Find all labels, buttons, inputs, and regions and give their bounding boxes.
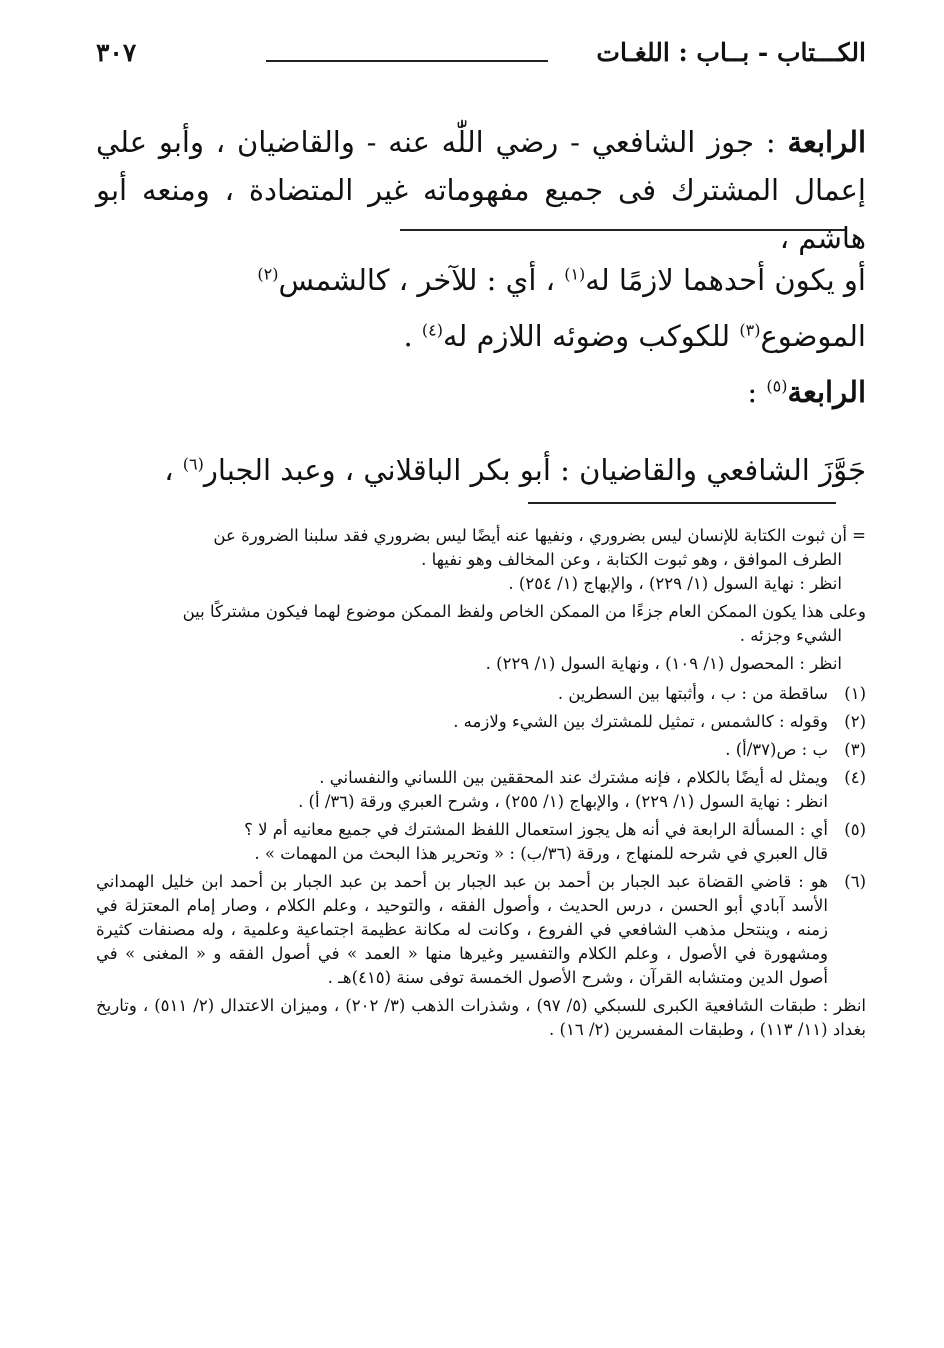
footnote-ref-6: (٦) [182, 454, 204, 474]
upper-text: : جوز الشافعي - رضي اللّٰه عنه - والقاضيان ، وأبو علي إعمال المشترك فى جميع مفهوماته غير المتضادة ، ومنعه أبو هاشم ، [96, 125, 866, 255]
header-rule [266, 60, 548, 62]
text-run: : [747, 375, 767, 409]
footnote-item [96, 710, 866, 734]
footnote-ref-3: (٣) [739, 320, 761, 340]
footnote-marker: (٢) [844, 712, 866, 731]
page-number: ٣٠٧ [96, 38, 137, 67]
footnote-line: = أن ثبوت الكتابة للإنسان ليس بضروري ، ونفيها عنه أيضًا ليس بضروري فقد سلبنا الضرورة عن [213, 526, 866, 545]
text-run: . [403, 319, 422, 353]
footnote-body [96, 710, 828, 734]
footnote-ref-1: (١) [564, 264, 586, 284]
section-heading: الرابعة [787, 375, 866, 409]
footnote-item [96, 818, 866, 866]
running-header [96, 38, 866, 78]
quoted-matn-paragraph [96, 118, 866, 262]
main-line-3 [96, 364, 866, 420]
upper-label: الرابعة [787, 125, 866, 159]
footnote-marker: (٣) [844, 740, 866, 759]
main-line-4 [96, 442, 866, 498]
footnote-marker: (٥) [844, 820, 866, 839]
main-line-2 [96, 308, 866, 364]
text-run: ، [164, 453, 183, 487]
footnote-body [96, 870, 828, 990]
footnote-continuation [96, 524, 866, 676]
footnote-item [96, 766, 866, 814]
matn-separator-rule [400, 229, 845, 231]
main-text [96, 252, 866, 498]
footnote-line: انظر : نهاية السول (١/ ٢٢٩) ، والإبهاج (١/ ٢٥٥) ، وشرح العبري ورقة (٣٦/ أ) . [298, 792, 828, 811]
text-run: الموضوع [760, 319, 866, 353]
footnotes [96, 524, 866, 1046]
footnote-item [96, 682, 866, 706]
footnote-line: انظر : نهاية السول (١/ ٢٢٩) ، والإبهاج (١/ ٢٥٤) . [508, 574, 842, 593]
footnote-line: الطرف الموافق ، وهو ثبوت الكتابة ، وعن المخالف وهو نفيها . [421, 550, 842, 569]
footnote-item [96, 870, 866, 990]
header-title: الكـــتاب - بــاب : اللغـات [596, 38, 866, 67]
footnote-body [96, 766, 828, 814]
text-run: ، أي : للآخر ، كالشمس [278, 263, 565, 297]
footnote-item [96, 738, 866, 762]
footnote-marker: (١) [844, 684, 866, 703]
footnote-body [96, 818, 828, 866]
footnote-marker: (٤) [844, 768, 866, 787]
footnote-line: انظر : المحصول (١/ ١٠٩) ، ونهاية السول (١/ ٢٢٩) . [485, 654, 842, 673]
footnote-body [96, 682, 828, 706]
spacer [96, 420, 866, 442]
footnote-marker: (٦) [844, 872, 866, 891]
footnote-ref-2: (٢) [257, 264, 279, 284]
footnote-line: ب : ص(٣٧/أ) . [725, 740, 828, 759]
footnote-line: قال العبري في شرحه للمنهاج ، ورقة (٣٦/ب) : « وتحرير هذا البحث من المهمات » . [254, 844, 828, 863]
text-run: أو يكون أحدهما لازمًا له [585, 263, 866, 297]
text-run: جَوَّزَ الشافعي والقاضيان : أبو بكر الباقلاني ، وعبد الجبار [203, 453, 866, 487]
footnote-line: هو : قاضي القضاة عبد الجبار بن أحمد بن عبد الجبار بن أحمد بن عبد الجبار بن أحمد ابن خليل الهمداني الأسد آبادي أبو الحسن ، درس الحديث ، وأصول الفقه ، والتوحيد ، وعلم الكلام ، وصار إمام المعتزلة في زمنه ، وينتحل مذهب الشافعي في الفروع ، وكانت له مكانة عظيمة اجتماعية وعلمية ، وله مصنفات كثيرة ومشهورة في الأصول ، وعلم الكلام والتفسير وغيرها منها « العمد » في أصول الفقه و « المغنى » في أصول الدين ومتشابه القرآن ، وشرح الأصول الخمسة توفى سنة (٤١٥)هـ . [96, 872, 828, 987]
footnote-references: انظر : طبقات الشافعية الكبرى للسبكي (٥/ ٩٧) ، وشذرات الذهب (٣/ ٢٠٢) ، وميزان الاعتدال (٢/ ٥١١) ، وتاريخ بغداد (١١/ ١١٣) ، وطبقات المفسرين (٢/ ١٦) . [96, 996, 867, 1039]
footnote-line: ويمثل له أيضًا بالكلام ، فإنه مشترك عند المحققين بين اللساني والنفساني . [319, 768, 828, 787]
footnote-line: أي : المسألة الرابعة في أنه هل يجوز استعمال اللفظ المشترك في جميع معانيه أم لا ؟ [244, 820, 828, 839]
main-line-1 [96, 252, 866, 308]
footnote-line: وقوله : كالشمس ، تمثيل للمشترك بين الشيء ولازمه . [453, 712, 828, 731]
footnote-line: ساقطة من : ب ، وأثبتها بين السطرين . [557, 684, 828, 703]
footnote-ref-5: (٥) [766, 376, 788, 396]
text-run: للكوكب وضوئه اللازم له [442, 319, 740, 353]
footnote-separator-rule [528, 502, 836, 504]
footnote-body [96, 738, 828, 762]
footnote-line: الشيء وجزئه . [739, 626, 842, 645]
footnote-ref-4: (٤) [421, 320, 443, 340]
footnote-line: وعلى هذا يكون الممكن العام جزءًا من الممكن الخاص ولفظ الممكن موضوع لهما فيكون مشتركًا بين [182, 602, 866, 621]
